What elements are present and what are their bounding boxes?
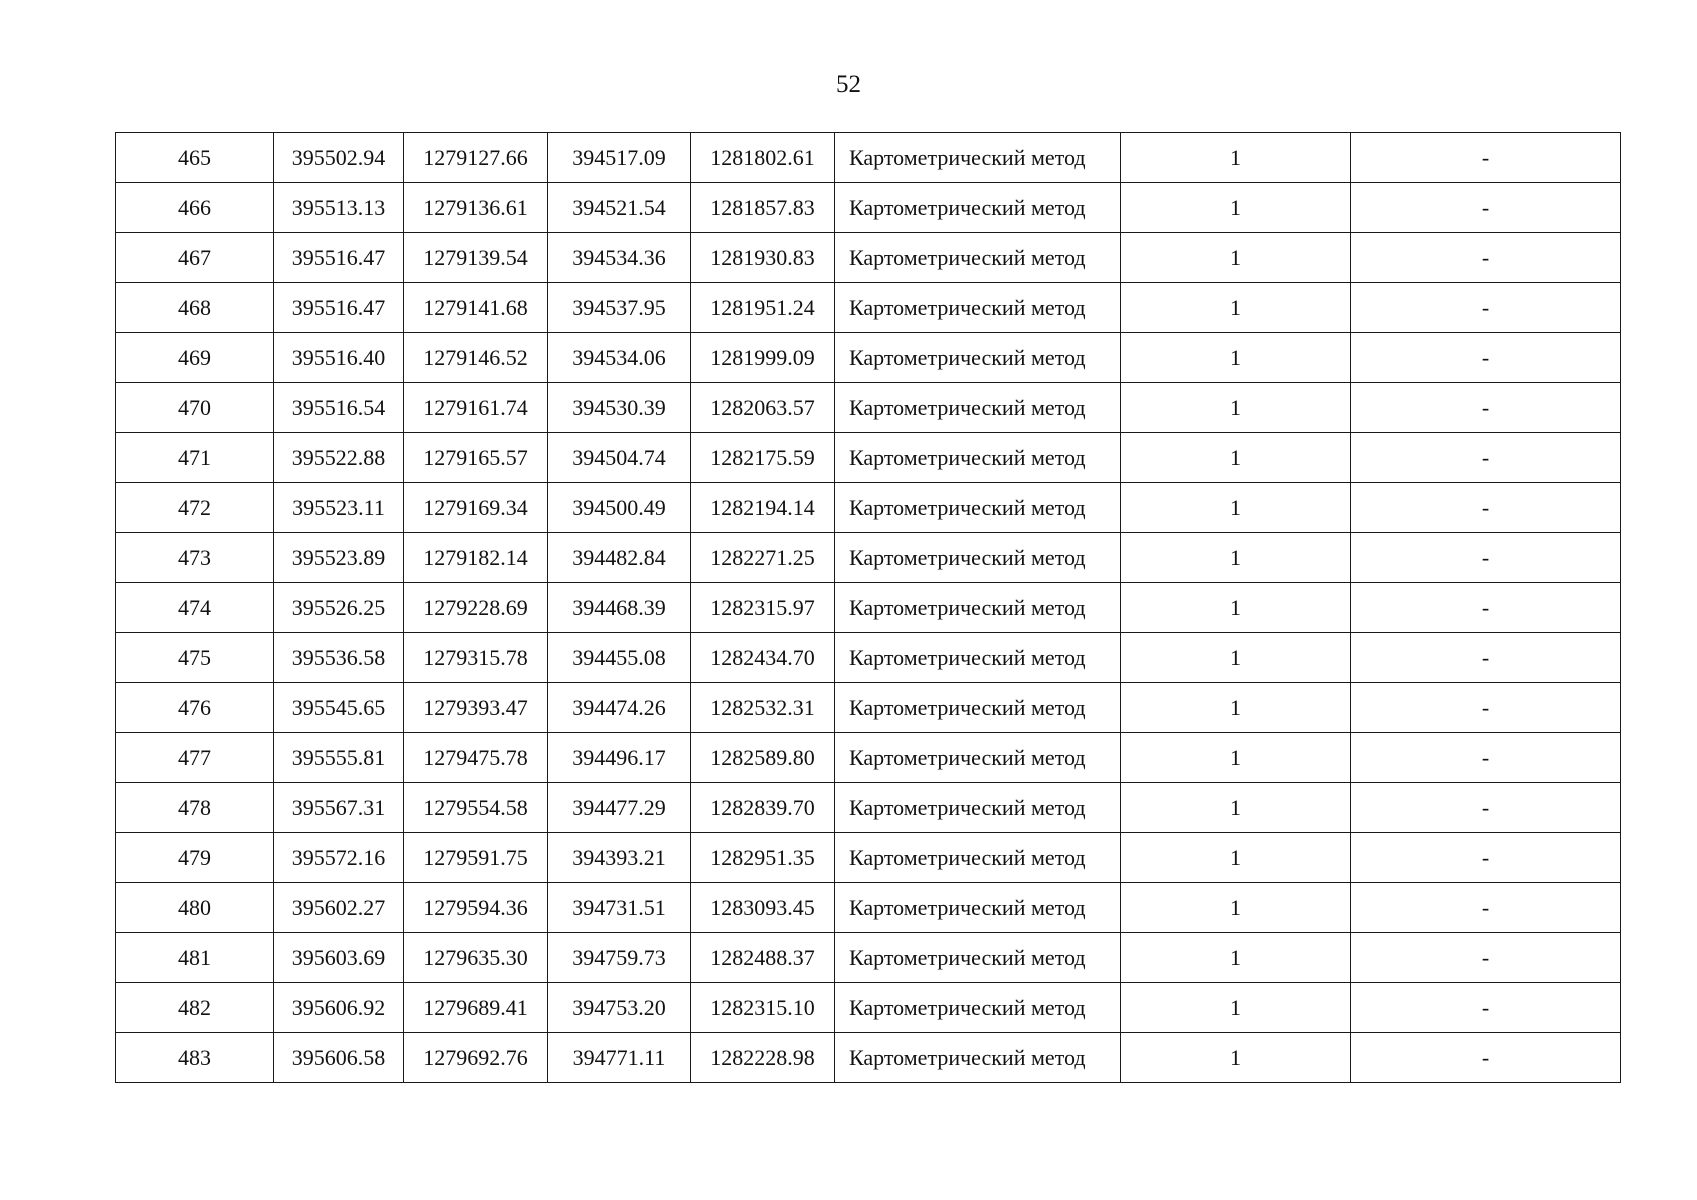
accuracy-cell: 1 xyxy=(1121,1033,1351,1083)
note-cell: - xyxy=(1351,133,1621,183)
accuracy-cell: 1 xyxy=(1121,133,1351,183)
note-cell: - xyxy=(1351,383,1621,433)
method-cell: Картометрический метод xyxy=(835,233,1121,283)
table-row xyxy=(116,383,1621,433)
method-cell: Картометрический метод xyxy=(835,683,1121,733)
x1-cell: 395572.16 xyxy=(274,833,404,883)
table-row xyxy=(116,283,1621,333)
y2-cell: 1281999.09 xyxy=(691,333,835,383)
y1-cell: 1279315.78 xyxy=(404,633,548,683)
x1-cell: 395603.69 xyxy=(274,933,404,983)
x2-cell: 394759.73 xyxy=(548,933,691,983)
accuracy-cell: 1 xyxy=(1121,983,1351,1033)
accuracy-cell: 1 xyxy=(1121,283,1351,333)
point-number-cell: 482 xyxy=(116,983,274,1033)
y1-cell: 1279689.41 xyxy=(404,983,548,1033)
y1-cell: 1279146.52 xyxy=(404,333,548,383)
method-cell: Картометрический метод xyxy=(835,783,1121,833)
table-row xyxy=(116,433,1621,483)
accuracy-cell: 1 xyxy=(1121,683,1351,733)
y2-cell: 1282532.31 xyxy=(691,683,835,733)
accuracy-cell: 1 xyxy=(1121,383,1351,433)
method-cell: Картометрический метод xyxy=(835,383,1121,433)
x2-cell: 394496.17 xyxy=(548,733,691,783)
x2-cell: 394534.06 xyxy=(548,333,691,383)
note-cell: - xyxy=(1351,183,1621,233)
point-number-cell: 480 xyxy=(116,883,274,933)
x2-cell: 394500.49 xyxy=(548,483,691,533)
method-cell: Картометрический метод xyxy=(835,583,1121,633)
y1-cell: 1279475.78 xyxy=(404,733,548,783)
x2-cell: 394521.54 xyxy=(548,183,691,233)
table-row xyxy=(116,583,1621,633)
point-number-cell: 468 xyxy=(116,283,274,333)
method-cell: Картометрический метод xyxy=(835,833,1121,883)
y1-cell: 1279594.36 xyxy=(404,883,548,933)
y2-cell: 1282839.70 xyxy=(691,783,835,833)
y2-cell: 1282194.14 xyxy=(691,483,835,533)
accuracy-cell: 1 xyxy=(1121,333,1351,383)
y2-cell: 1282315.97 xyxy=(691,583,835,633)
method-cell: Картометрический метод xyxy=(835,633,1121,683)
y2-cell: 1282434.70 xyxy=(691,633,835,683)
y1-cell: 1279692.76 xyxy=(404,1033,548,1083)
accuracy-cell: 1 xyxy=(1121,883,1351,933)
point-number-cell: 470 xyxy=(116,383,274,433)
table-row xyxy=(116,1033,1621,1083)
method-cell: Картометрический метод xyxy=(835,1033,1121,1083)
table-row xyxy=(116,233,1621,283)
note-cell: - xyxy=(1351,683,1621,733)
method-cell: Картометрический метод xyxy=(835,133,1121,183)
y1-cell: 1279182.14 xyxy=(404,533,548,583)
x2-cell: 394530.39 xyxy=(548,383,691,433)
x1-cell: 395516.54 xyxy=(274,383,404,433)
x1-cell: 395516.40 xyxy=(274,333,404,383)
note-cell: - xyxy=(1351,783,1621,833)
table-row xyxy=(116,883,1621,933)
note-cell: - xyxy=(1351,983,1621,1033)
y1-cell: 1279228.69 xyxy=(404,583,548,633)
table-row xyxy=(116,933,1621,983)
table-row xyxy=(116,183,1621,233)
x1-cell: 395513.13 xyxy=(274,183,404,233)
y1-cell: 1279136.61 xyxy=(404,183,548,233)
y2-cell: 1282951.35 xyxy=(691,833,835,883)
method-cell: Картометрический метод xyxy=(835,283,1121,333)
x2-cell: 394537.95 xyxy=(548,283,691,333)
x2-cell: 394474.26 xyxy=(548,683,691,733)
point-number-cell: 467 xyxy=(116,233,274,283)
accuracy-cell: 1 xyxy=(1121,783,1351,833)
method-cell: Картометрический метод xyxy=(835,933,1121,983)
table-row xyxy=(116,983,1621,1033)
y1-cell: 1279139.54 xyxy=(404,233,548,283)
accuracy-cell: 1 xyxy=(1121,833,1351,883)
method-cell: Картометрический метод xyxy=(835,483,1121,533)
y2-cell: 1282063.57 xyxy=(691,383,835,433)
accuracy-cell: 1 xyxy=(1121,183,1351,233)
x2-cell: 394517.09 xyxy=(548,133,691,183)
coordinates-table xyxy=(115,132,1621,1083)
x2-cell: 394771.11 xyxy=(548,1033,691,1083)
y1-cell: 1279554.58 xyxy=(404,783,548,833)
point-number-cell: 479 xyxy=(116,833,274,883)
table-row xyxy=(116,683,1621,733)
x2-cell: 394504.74 xyxy=(548,433,691,483)
point-number-cell: 469 xyxy=(116,333,274,383)
table-body xyxy=(116,133,1621,1083)
note-cell: - xyxy=(1351,333,1621,383)
y2-cell: 1281951.24 xyxy=(691,283,835,333)
method-cell: Картометрический метод xyxy=(835,183,1121,233)
table-row xyxy=(116,333,1621,383)
y2-cell: 1283093.45 xyxy=(691,883,835,933)
x1-cell: 395522.88 xyxy=(274,433,404,483)
note-cell: - xyxy=(1351,633,1621,683)
note-cell: - xyxy=(1351,233,1621,283)
method-cell: Картометрический метод xyxy=(835,883,1121,933)
method-cell: Картометрический метод xyxy=(835,533,1121,583)
y2-cell: 1281930.83 xyxy=(691,233,835,283)
note-cell: - xyxy=(1351,883,1621,933)
point-number-cell: 466 xyxy=(116,183,274,233)
y1-cell: 1279141.68 xyxy=(404,283,548,333)
y2-cell: 1282228.98 xyxy=(691,1033,835,1083)
y1-cell: 1279161.74 xyxy=(404,383,548,433)
x1-cell: 395526.25 xyxy=(274,583,404,633)
y1-cell: 1279165.57 xyxy=(404,433,548,483)
point-number-cell: 473 xyxy=(116,533,274,583)
accuracy-cell: 1 xyxy=(1121,233,1351,283)
x1-cell: 395502.94 xyxy=(274,133,404,183)
note-cell: - xyxy=(1351,833,1621,883)
x1-cell: 395516.47 xyxy=(274,233,404,283)
table-row xyxy=(116,633,1621,683)
y2-cell: 1282315.10 xyxy=(691,983,835,1033)
accuracy-cell: 1 xyxy=(1121,733,1351,783)
point-number-cell: 481 xyxy=(116,933,274,983)
x1-cell: 395516.47 xyxy=(274,283,404,333)
note-cell: - xyxy=(1351,533,1621,583)
x1-cell: 395555.81 xyxy=(274,733,404,783)
point-number-cell: 465 xyxy=(116,133,274,183)
y2-cell: 1282589.80 xyxy=(691,733,835,783)
method-cell: Картометрический метод xyxy=(835,333,1121,383)
table-row xyxy=(116,133,1621,183)
note-cell: - xyxy=(1351,483,1621,533)
x2-cell: 394455.08 xyxy=(548,633,691,683)
x2-cell: 394482.84 xyxy=(548,533,691,583)
y1-cell: 1279591.75 xyxy=(404,833,548,883)
method-cell: Картометрический метод xyxy=(835,433,1121,483)
point-number-cell: 483 xyxy=(116,1033,274,1083)
accuracy-cell: 1 xyxy=(1121,433,1351,483)
x2-cell: 394468.39 xyxy=(548,583,691,633)
x1-cell: 395545.65 xyxy=(274,683,404,733)
x2-cell: 394753.20 xyxy=(548,983,691,1033)
y2-cell: 1281857.83 xyxy=(691,183,835,233)
x1-cell: 395523.89 xyxy=(274,533,404,583)
y1-cell: 1279169.34 xyxy=(404,483,548,533)
note-cell: - xyxy=(1351,1033,1621,1083)
accuracy-cell: 1 xyxy=(1121,533,1351,583)
y2-cell: 1282175.59 xyxy=(691,433,835,483)
method-cell: Картометрический метод xyxy=(835,733,1121,783)
point-number-cell: 472 xyxy=(116,483,274,533)
note-cell: - xyxy=(1351,733,1621,783)
method-cell: Картометрический метод xyxy=(835,983,1121,1033)
accuracy-cell: 1 xyxy=(1121,483,1351,533)
point-number-cell: 477 xyxy=(116,733,274,783)
x1-cell: 395606.58 xyxy=(274,1033,404,1083)
note-cell: - xyxy=(1351,283,1621,333)
note-cell: - xyxy=(1351,583,1621,633)
x2-cell: 394393.21 xyxy=(548,833,691,883)
x1-cell: 395536.58 xyxy=(274,633,404,683)
note-cell: - xyxy=(1351,933,1621,983)
table-row xyxy=(116,733,1621,783)
point-number-cell: 476 xyxy=(116,683,274,733)
y2-cell: 1281802.61 xyxy=(691,133,835,183)
point-number-cell: 471 xyxy=(116,433,274,483)
table-row xyxy=(116,833,1621,883)
accuracy-cell: 1 xyxy=(1121,633,1351,683)
y1-cell: 1279127.66 xyxy=(404,133,548,183)
accuracy-cell: 1 xyxy=(1121,583,1351,633)
point-number-cell: 478 xyxy=(116,783,274,833)
x2-cell: 394731.51 xyxy=(548,883,691,933)
y2-cell: 1282271.25 xyxy=(691,533,835,583)
table-row xyxy=(116,783,1621,833)
accuracy-cell: 1 xyxy=(1121,933,1351,983)
y1-cell: 1279393.47 xyxy=(404,683,548,733)
point-number-cell: 475 xyxy=(116,633,274,683)
y2-cell: 1282488.37 xyxy=(691,933,835,983)
x1-cell: 395567.31 xyxy=(274,783,404,833)
x2-cell: 394534.36 xyxy=(548,233,691,283)
point-number-cell: 474 xyxy=(116,583,274,633)
x1-cell: 395523.11 xyxy=(274,483,404,533)
table-row xyxy=(116,533,1621,583)
note-cell: - xyxy=(1351,433,1621,483)
x2-cell: 394477.29 xyxy=(548,783,691,833)
page-number: 52 xyxy=(836,71,861,98)
x1-cell: 395602.27 xyxy=(274,883,404,933)
table-row xyxy=(116,483,1621,533)
y1-cell: 1279635.30 xyxy=(404,933,548,983)
x1-cell: 395606.92 xyxy=(274,983,404,1033)
